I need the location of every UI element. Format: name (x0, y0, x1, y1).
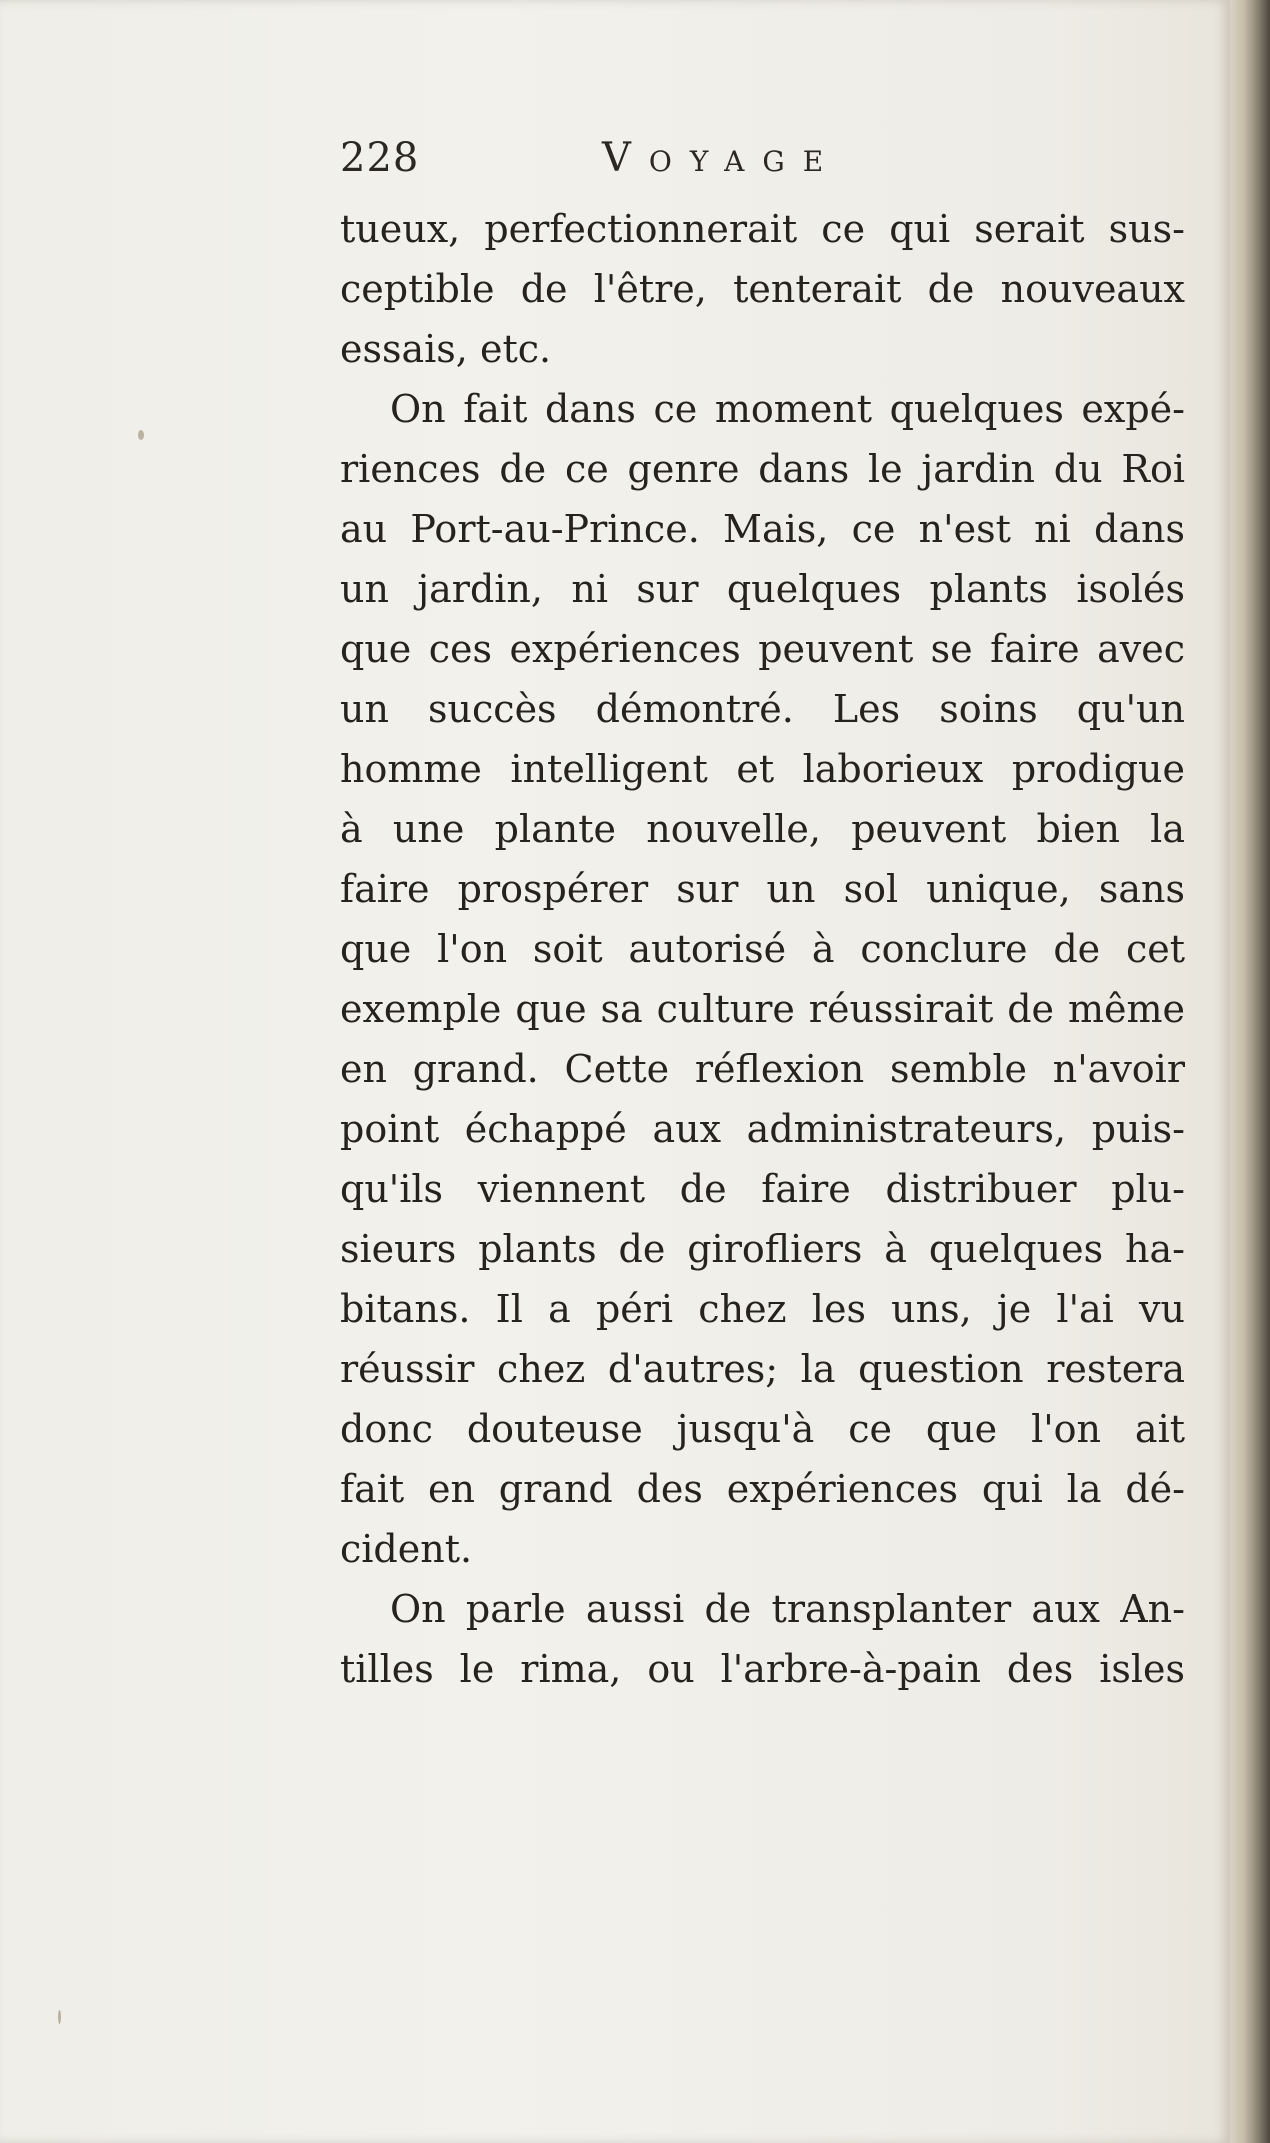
paper-speck (138, 430, 144, 440)
body-text (340, 199, 1185, 1699)
running-head: Voyage (602, 135, 842, 181)
page-number: 228 (340, 135, 420, 181)
text-line: bitans. Il a péri chez les uns, je l'ai vu (340, 1287, 1185, 1331)
text-line: On parle aussi de transplanter aux An- (390, 1587, 1185, 1631)
paper-speck (58, 2010, 61, 2024)
text-line: faire prospérer sur un sol unique, sans (340, 867, 1185, 911)
text-line: que ces expériences peuvent se faire avec (340, 627, 1185, 671)
text-line: en grand. Cette réflexion semble n'avoir (340, 1047, 1185, 1091)
text-line: donc douteuse jusqu'à ce que l'on ait (340, 1407, 1185, 1451)
text-line: réussir chez d'autres; la question restera (340, 1347, 1185, 1391)
text-line: point échappé aux administrateurs, puis- (340, 1107, 1185, 1151)
page-edge (1230, 0, 1270, 2143)
text-line: essais, etc. (340, 327, 552, 371)
text-line: On fait dans ce moment quelques expé- (390, 387, 1185, 431)
text-line: ceptible de l'être, tenterait de nouveaux (340, 267, 1185, 311)
text-line: à une plante nouvelle, peuvent bien la (340, 807, 1185, 851)
text-line: cident. (340, 1527, 473, 1571)
text-line: un jardin, ni sur quelques plants isolés (340, 567, 1185, 611)
page-header (340, 135, 900, 185)
text-line: riences de ce genre dans le jardin du Roi (340, 447, 1185, 491)
text-line: tueux, perfectionnerait ce qui serait sus- (340, 207, 1185, 251)
text-line: exemple que sa culture réussirait de même (340, 987, 1185, 1031)
text-line: sieurs plants de girofliers à quelques ha- (340, 1227, 1185, 1271)
text-line: que l'on soit autorisé à conclure de cet (340, 927, 1185, 971)
text-line: qu'ils viennent de faire distribuer plu- (340, 1167, 1185, 1211)
text-line: homme intelligent et laborieux prodigue (340, 747, 1185, 791)
text-line: un succès démontré. Les soins qu'un (340, 687, 1185, 731)
text-line: tilles le rima, ou l'arbre-à-pain des isles (340, 1647, 1185, 1691)
text-line: fait en grand des expériences qui la dé- (340, 1467, 1185, 1511)
text-line: au Port-au-Prince. Mais, ce n'est ni dans (340, 507, 1185, 551)
